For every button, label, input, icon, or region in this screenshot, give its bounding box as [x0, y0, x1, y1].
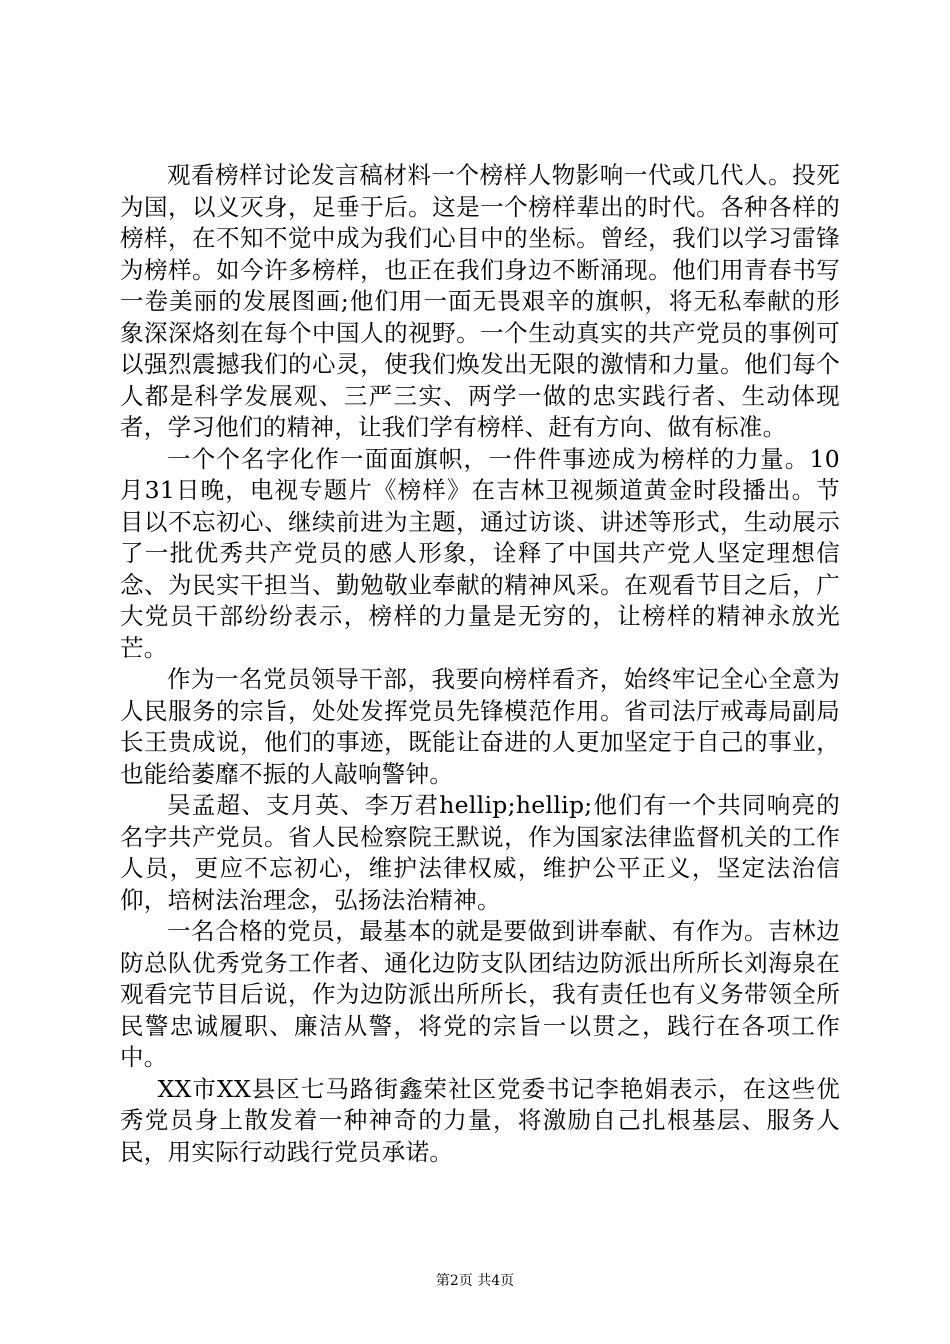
paragraph-1: 观看榜样讨论发言稿材料一个榜样人物影响一代或几代人。投死为国，以义灭身，足垂于后。这是一个榜样辈出的时代。各种各样的榜样，在不知不觉中成为我们心目中的坐标。曾经，我们以学习雷锋为榜样。如今许多榜样，也正在我们身边不断涌现。他们用青春书写一卷美丽的发展图画;他们用一面无畏艰辛的旗帜，将无私奉献的形象深深烙刻在每个中国人的视野。一个生动真实的共产党员的事例可以强烈震撼我们的心灵，使我们焕发出无限的激情和力量。他们每个人都是科学发展观、三严三实、两学一做的忠实践行者、生动体现者，学习他们的精神，让我们学有榜样、赶有方向、做有标准。: [120, 161, 840, 441]
paragraph-3: 作为一名党员领导干部，我要向榜样看齐，始终牢记全心全意为人民服务的宗旨，处处发挥党员先锋模范作用。省司法厅戒毒局副局长王贵成说，他们的事迹，既能让奋进的人更加坚定于自己的事业，也能给萎靡不振的人敲响警钟。: [120, 665, 840, 788]
paragraph-6: XX市XX县区七马路街鑫荣社区党委书记李艳娟表示，在这些优秀党员身上散发着一种神奇的力量，将激励自己扎根基层、服务人民，用实际行动践行党员承诺。: [120, 1074, 840, 1166]
paragraph-5: 一名合格的党员，最基本的就是要做到讲奉献、有作为。吉林边防总队优秀党务工作者、通化边防支队团结边防派出所所长刘海泉在观看完节目后说，作为边防派出所所长，我有责任也有义务带领全所民警忠诚履职、廉洁从警，将党的宗旨一以贯之，践行在各项工作中。: [120, 917, 840, 1071]
paragraph-2: 一个个名字化作一面面旗帜，一件件事迹成为榜样的力量。10月31日晚，电视专题片《榜样》在吉林卫视频道黄金时段播出。节目以不忘初心、继续前进为主题，通过访谈、讲述等形式，生动展示了一批优秀共产党员的感人形象，诠释了中国共产党人坚定理想信念、为民实干担当、勤勉敬业奉献的精神风采。在观看节目之后，广大党员干部纷纷表示，榜样的力量是无穷的，让榜样的精神永放光芒。: [120, 444, 840, 662]
page-number-label: 第2页 共4页: [435, 1273, 515, 1289]
page-footer: [0, 1270, 950, 1290]
paragraph-4: 吴孟超、支月英、李万君hellip;hellip;他们有一个共同响亮的名字共产党员。省人民检察院王默说，作为国家法律监督机关的工作人员，更应不忘初心，维护法律权威，维护公平正义，坚定法治信仰，培树法治理念，弘扬法治精神。: [120, 791, 840, 914]
document-body: [120, 160, 840, 1168]
